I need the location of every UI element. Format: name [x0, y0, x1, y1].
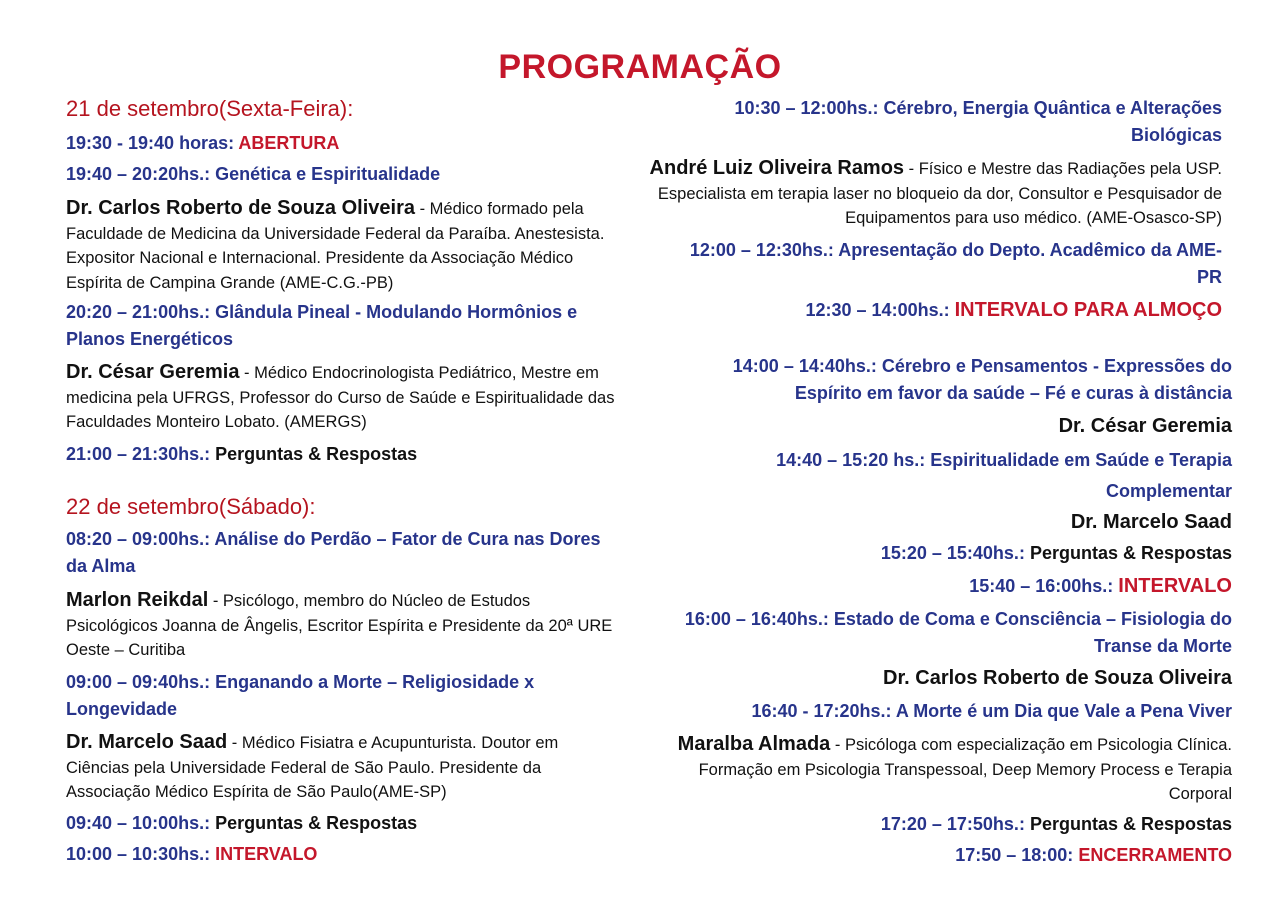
- speaker-name-cesar: Dr. César Geremia: [1058, 415, 1232, 437]
- speaker-name: André Luiz Oliveira Ramos: [649, 157, 905, 179]
- day-heading-saturday: 22 de setembro(Sábado):: [66, 494, 316, 519]
- slot-title-closing: ENCERRAMENTO: [1078, 845, 1232, 865]
- slot-break: [640, 573, 1232, 600]
- slot-time: 15:20 – 15:40hs.:: [880, 543, 1030, 563]
- slot-title: Perguntas & Respostas: [1029, 543, 1232, 563]
- page-title: PROGRAMAÇÃO: [498, 48, 782, 86]
- slot-title: Perguntas & Respostas: [215, 813, 418, 833]
- slot-coma: 16:00 – 16:40hs.: Estado de Coma e Consciência – Fisiologia do Transe da Morte: [684, 609, 1232, 656]
- speaker-description: - Médico Endocrinologista Pediátrico, Mestre em medicina pela UFRGS, Professor do Curso de Saúde e Espiritualidade das Faculdades Monteiro Lobato. (AMERGS): [66, 364, 615, 431]
- speaker-name: Dr. Carlos Roberto de Souza Oliveira: [66, 197, 415, 219]
- slot-lunch: [640, 297, 1232, 324]
- slot-pineal: 20:20 – 21:00hs.: Glândula Pineal - Modulando Hormônios e Planos Energéticos: [66, 302, 578, 349]
- slot-title: Perguntas & Respostas: [215, 444, 418, 464]
- speaker-description: - Psicóloga com especialização em Psicologia Clínica. Formação em Psicologia Transpessoal, Deep Memory Process e Terapia Corporal: [698, 736, 1232, 803]
- speaker-description: - Médico formado pela Faculdade de Medicina da Universidade Federal da Paraíba. Anestesista. Expositor Nacional e Internacional. Presidente da Associação Médico Espírita de Campina Grande (AME-C.G.-PB): [66, 200, 605, 292]
- slot-time: 09:40 – 10:00hs.:: [66, 813, 216, 833]
- slot-death-day: 16:40 - 17:20hs.: A Morte é um Dia que Vale a Pena Viver: [751, 701, 1232, 721]
- speaker-description: - Físico e Mestre das Radiações pela USP. Especialista em terapia laser no bloqueio da dor, Consultor e Pesquisador de Equipamentos para uso médico. (AME-Osasco-SP): [657, 160, 1222, 227]
- speaker-bio-marlon: [66, 588, 626, 663]
- slot-time: 19:30 - 19:40 horas:: [66, 133, 239, 153]
- slot-time: 15:40 – 16:00hs.:: [969, 576, 1119, 596]
- slot-time: 17:50 – 18:00:: [955, 845, 1079, 865]
- slot-title: Perguntas & Respostas: [1029, 814, 1232, 834]
- slot-time: 10:00 – 10:30hs.:: [66, 844, 216, 864]
- slot-genetics: 19:40 – 20:20hs.: Genética e Espiritualidade: [66, 164, 441, 184]
- speaker-bio-cesar: [66, 360, 626, 435]
- speaker-bio-marcelo: [66, 730, 626, 805]
- slot-title-break: INTERVALO: [1118, 575, 1232, 597]
- speaker-name: Maralba Almada: [677, 733, 831, 755]
- speaker-bio-maralba: [640, 732, 1232, 807]
- slot-questions: [640, 811, 1232, 838]
- speaker-name: Dr. Marcelo Saad: [66, 731, 228, 753]
- slot-title-opening: ABERTURA: [238, 133, 340, 153]
- slot-closing: [640, 842, 1232, 869]
- speaker-bio-carlos: [66, 196, 626, 295]
- slot-time: 21:00 – 21:30hs.:: [66, 444, 216, 464]
- slot-forgiveness: 08:20 – 09:00hs.: Análise do Perdão – Fator de Cura nas Dores da Alma: [66, 529, 601, 576]
- speaker-name: Marlon Reikdal: [66, 589, 209, 611]
- slot-time: 17:20 – 17:50hs.:: [880, 814, 1030, 834]
- slot-questions: [66, 810, 626, 837]
- slot-title-break: INTERVALO: [215, 844, 318, 864]
- speaker-description: - Médico Fisiatra e Acupunturista. Doutor em Ciências pela Universidade Federal de São Paulo. Presidente da Associação Médico Espírita de São Paulo(AME-SP): [66, 734, 559, 801]
- slot-questions: [640, 540, 1232, 567]
- speaker-description: - Psicólogo, membro do Núcleo de Estudos Psicológicos Joanna de Ângelis, Escritor Espírita e Presidente da 20ª URE Oeste – Curitiba: [66, 592, 613, 659]
- slot-spirituality-health: 14:40 – 15:20 hs.: Espiritualidade em Saúde e Terapia Complementar: [776, 450, 1232, 501]
- speaker-bio-andre: [640, 156, 1232, 231]
- slot-deceiving-death: 09:00 – 09:40hs.: Enganando a Morte – Religiosidade x Longevidade: [66, 672, 535, 719]
- slot-break: [66, 841, 626, 868]
- speaker-name: Dr. César Geremia: [66, 361, 240, 383]
- slot-brain-thoughts: 14:00 – 14:40hs.: Cérebro e Pensamentos - Expressões do Espírito em favor da saúde – Fé e curas à distância: [732, 356, 1232, 403]
- slot-academic-dept: 12:00 – 12:30hs.: Apresentação do Depto. Acadêmico da AME-PR: [689, 240, 1222, 287]
- day-heading-friday: 21 de setembro(Sexta-Feira):: [66, 96, 354, 121]
- speaker-name-carlos: Dr. Carlos Roberto de Souza Oliveira: [883, 667, 1232, 689]
- slot-title-lunch: INTERVALO PARA ALMOÇO: [954, 299, 1222, 321]
- slot-time: 12:30 – 14:00hs.:: [805, 300, 955, 320]
- slot-questions: [66, 441, 626, 468]
- speaker-name-marcelo: Dr. Marcelo Saad: [1070, 511, 1232, 533]
- slot-brain-quantum: 10:30 – 12:00hs.: Cérebro, Energia Quântica e Alterações Biológicas: [734, 98, 1222, 145]
- slot-opening: [66, 130, 626, 157]
